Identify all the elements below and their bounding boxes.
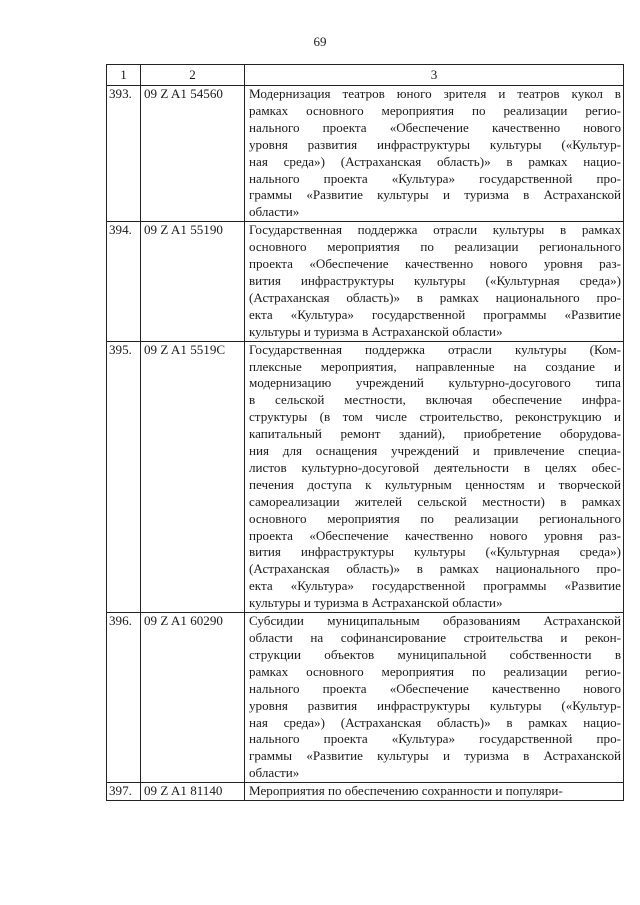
- description-line: Мероприятия по обеспечению сохранности и популяри-: [249, 783, 563, 799]
- description-line: печения доступа к культурным ценностям и творческой: [249, 476, 621, 492]
- description-line: области на софинансирование строительства и рекон-: [249, 630, 621, 645]
- row-number: 393.: [107, 86, 141, 222]
- description-line: нального проекта «Культура» государственной про-: [249, 731, 621, 747]
- description-line: граммы «Развитие культуры и туризма в Астраханской: [249, 187, 621, 203]
- description-line: граммы «Развитие культуры и туризма в Астраханской: [249, 748, 621, 764]
- budget-code: 09 Z A1 81140: [141, 783, 245, 801]
- description-line: капитальный ремонт зданий), приобретение оборудова-: [249, 426, 621, 442]
- table-row: [107, 341, 624, 613]
- description-line: проекта «Обеспечение качественно нового уровня раз-: [249, 256, 621, 272]
- description-line: основного мероприятия по реализации регионального: [249, 510, 621, 526]
- description-line: в сельской местности, включая обеспечение инфра-: [249, 392, 621, 408]
- table-row: [107, 783, 624, 801]
- item-description: [245, 341, 624, 613]
- row-number: 397.: [107, 783, 141, 801]
- description-line: уровня развития инфраструктуры культуры («Культур-: [249, 136, 621, 152]
- description-line: основного мероприятия по реализации регионального: [249, 239, 621, 255]
- item-description: [245, 783, 624, 801]
- item-description: [245, 613, 624, 783]
- table-row: [107, 613, 624, 783]
- description-line: области»: [249, 765, 300, 781]
- description-line: уровня развития инфраструктуры культуры («Культур-: [249, 697, 621, 713]
- description-line: рамках основного мероприятия по реализации регио-: [249, 663, 621, 679]
- description-line: екта «Культура» государственной программы «Развитие: [249, 578, 621, 594]
- description-line: листов культурно-досуговой деятельности в целях обес-: [249, 459, 621, 475]
- description-line: культуры и туризма в Астраханской области»: [249, 595, 503, 611]
- table-row: [107, 222, 624, 341]
- description-line: модернизацию учреждений культурно-досугового типа: [249, 375, 621, 391]
- table-row: [107, 86, 624, 222]
- description-line: нального проекта «Обеспечение качественно нового: [249, 680, 621, 696]
- budget-code: 09 Z A1 5519C: [141, 341, 245, 613]
- budget-code: 09 Z A1 55190: [141, 222, 245, 341]
- description-line: вития инфраструктуры культуры («Культурная среда»): [249, 544, 621, 560]
- budget-code-table: [106, 64, 624, 801]
- description-line: Модернизация театров юного зрителя и театров кукол в: [249, 86, 621, 101]
- description-line: самореализации жителей сельской местности) в рамках: [249, 493, 621, 509]
- description-line: ная среда») (Астраханская область)» в рамках нацио-: [249, 714, 621, 730]
- description-line: вития инфраструктуры культуры («Культурная среда»): [249, 272, 621, 288]
- item-description: [245, 86, 624, 222]
- budget-code: 09 Z A1 60290: [141, 613, 245, 783]
- description-line: нального проекта «Культура» государственной про-: [249, 170, 621, 186]
- header-cell-2: 2: [141, 65, 245, 86]
- description-line: (Астраханская область)» в рамках национального про-: [249, 561, 621, 577]
- description-line: плексные мероприятия, направленные на создание и: [249, 358, 621, 374]
- description-line: нального проекта «Обеспечение качественно нового: [249, 119, 621, 135]
- item-description: [245, 222, 624, 341]
- budget-code: 09 Z A1 54560: [141, 86, 245, 222]
- description-line: Субсидии муниципальным образованиям Астраханской: [249, 613, 621, 629]
- row-number: 396.: [107, 613, 141, 783]
- description-line: культуры и туризма в Астраханской области»: [249, 323, 503, 339]
- description-line: ния для оснащения учреждений и привлечение специа-: [249, 443, 621, 459]
- description-line: струкции объектов муниципальной собственности в: [249, 646, 621, 662]
- description-line: проекта «Обеспечение качественно нового уровня раз-: [249, 527, 621, 543]
- header-cell-3: 3: [245, 65, 624, 86]
- page-number: 69: [313, 34, 327, 49]
- description-line: Государственная поддержка отрасли культуры (Ком-: [249, 341, 621, 357]
- description-line: рамках основного мероприятия по реализации регио-: [249, 102, 621, 118]
- row-number: 394.: [107, 222, 141, 341]
- description-line: екта «Культура» государственной программы «Развитие: [249, 306, 621, 322]
- description-line: области»: [249, 204, 300, 220]
- table-header-row: [107, 65, 624, 86]
- row-number: 395.: [107, 341, 141, 613]
- description-line: Государственная поддержка отрасли культуры в рамках: [249, 222, 621, 238]
- description-line: структуры (в том числе строительство, реконструкцию и: [249, 409, 621, 425]
- header-cell-1: 1: [107, 65, 141, 86]
- description-line: ная среда») (Астраханская область)» в рамках нацио-: [249, 153, 621, 169]
- description-line: (Астраханская область)» в рамках национального про-: [249, 289, 621, 305]
